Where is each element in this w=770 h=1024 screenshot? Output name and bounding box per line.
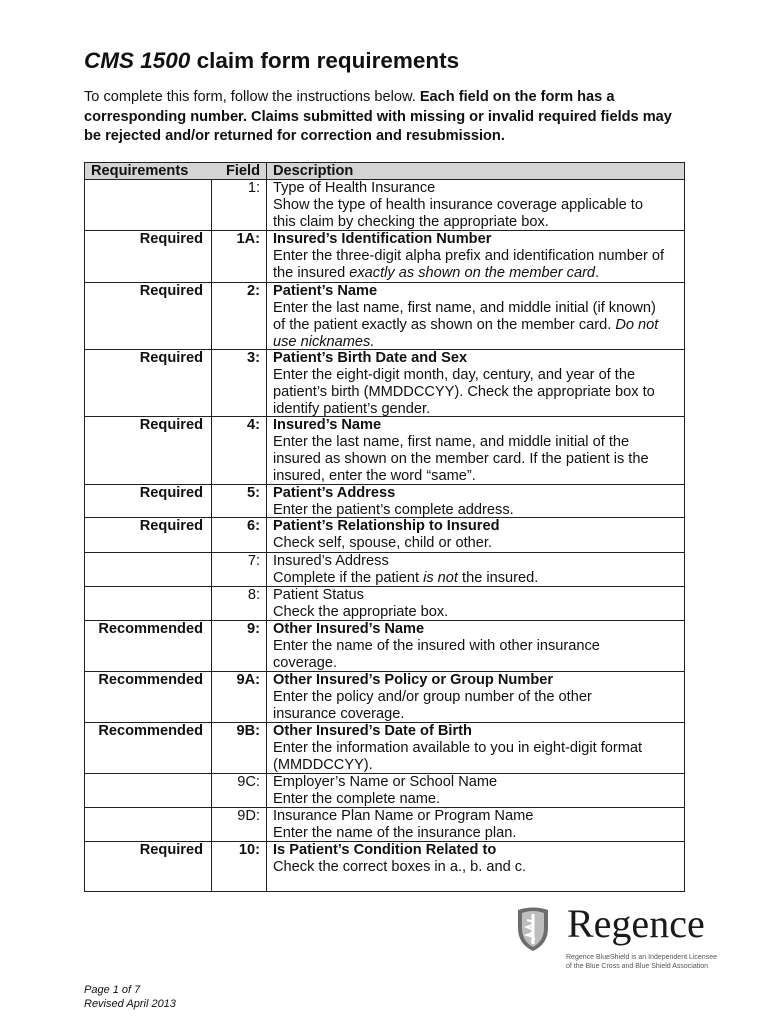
description-text: Enter the name of the insured with other insurance [273,638,600,654]
requirement-cell [85,587,212,620]
table-row [85,417,684,485]
description-line [273,384,684,401]
description-line [273,214,684,231]
tagline-line-2: of the Blue Cross and Blue Shield Association [566,963,709,970]
requirement-cell: Required [85,485,212,517]
description-line [273,689,684,706]
description-text: Check the correct boxes in a., b. and c. [273,859,527,875]
description-text: is not [423,570,458,586]
description-cell [267,283,684,349]
description-line [273,502,684,519]
description-text: use nicknames. [273,334,375,350]
description-text: Show the type of health insurance coverage applicable to [273,197,643,213]
description-line [273,535,684,552]
description-line [273,334,684,351]
description-text: identify patient’s gender. [273,401,431,417]
description-text: Enter the three-digit alpha prefix and identification number of [273,248,665,264]
field-title: Other Insured’s Policy or Group Number [273,672,554,688]
description-cell [267,518,684,552]
description-text: Enter the policy and/or group number of the other [273,689,592,705]
description-line [273,317,684,334]
description-text: . [595,265,600,281]
field-title: Patient Status [273,587,364,603]
field-title: Patient’s Birth Date and Sex [273,350,468,366]
intro-normal: To complete this form, follow the instructions below. [84,89,420,105]
field-title: Employer’s Name or School Name [273,774,498,790]
requirement-cell [85,180,212,230]
description-line [273,265,684,282]
field-number: 1: [212,180,267,230]
requirement-cell: Required [85,842,212,891]
requirement-cell: Recommended [85,621,212,671]
table-row [85,518,684,553]
description-cell [267,842,684,891]
description-cell [267,485,684,517]
requirement-cell: Required [85,350,212,416]
field-number: 4: [212,417,267,484]
field-title: Is Patient’s Condition Related to [273,842,497,858]
description-text: Check the appropriate box. [273,604,449,620]
field-number: 9A: [212,672,267,722]
table-row [85,553,684,587]
description-cell [267,723,684,773]
field-title: Insured’s Identification Number [273,231,492,247]
description-cell [267,350,684,416]
field-title: Type of Health Insurance [273,180,436,196]
field-title: Other Insured’s Name [273,621,425,637]
description-cell [267,231,684,282]
description-line [273,825,684,842]
description-cell [267,553,684,586]
description-text: Enter the complete name. [273,791,441,807]
description-text: coverage. [273,655,338,671]
field-number: 9B: [212,723,267,773]
field-number: 6: [212,518,267,552]
page-number: Page 1 of 7 [84,984,141,996]
description-text: of the patient exactly as shown on the member card. [273,317,616,333]
description-line [273,757,684,774]
description-text: Enter the eight-digit month, day, century, and year of the [273,367,636,383]
description-text: (MMDDCCYY). [273,757,373,773]
field-title: Patient’s Relationship to Insured [273,518,500,534]
description-text: Enter the patient’s complete address. [273,502,514,518]
description-text: insured as shown on the member card. If the patient is the [273,451,649,467]
field-title: Patient’s Address [273,485,396,501]
description-line [273,468,684,485]
table-row [85,723,684,774]
intro-bold: Each field on the form has a corresponding number. Claims submitted with missing or invalid required fields may be rejected and/or returned for correction and resubmission. [84,89,672,144]
description-text: Complete if the patient [273,570,424,586]
table-header [85,163,684,180]
description-cell [267,180,684,230]
tagline-line-1: Regence BlueShield is an Independent Licensee [566,954,718,961]
logo-wordmark: Regence [567,901,705,946]
title-rest: claim form requirements [190,48,460,73]
description-line [273,248,684,265]
table-row [85,842,684,891]
description-text: Enter the name of the insurance plan. [273,825,517,841]
description-text: Do not [615,317,659,333]
description-line [273,655,684,672]
field-title: Insured’s Address [273,553,389,569]
table-row [85,808,684,842]
table-row [85,283,684,350]
page-title [84,48,459,74]
header-field: Field [212,163,267,179]
field-number: 7: [212,553,267,586]
description-line [273,367,684,384]
description-text: this claim by checking the appropriate box. [273,214,549,230]
header-description: Description [273,163,354,179]
description-line [273,451,684,468]
table-row [85,180,684,231]
description-cell [267,808,684,841]
requirement-cell: Required [85,231,212,282]
field-number: 1A: [212,231,267,282]
title-italic: CMS 1500 [84,48,191,73]
field-number: 5: [212,485,267,517]
requirement-cell [85,553,212,586]
table-row [85,231,684,283]
description-text: Enter the last name, first name, and middle initial of the [273,434,630,450]
description-cell [267,587,684,620]
description-cell [267,774,684,807]
description-text: the insured. [457,570,539,586]
field-number: 3: [212,350,267,416]
description-line [273,197,684,214]
field-title: Insurance Plan Name or Program Name [273,808,534,824]
requirement-cell: Required [85,518,212,552]
field-number: 8: [212,587,267,620]
description-line [273,401,684,418]
description-text: Check self, spouse, child or other. [273,535,493,551]
field-title: Patient’s Name [273,283,378,299]
description-line [273,859,684,876]
requirements-table [84,162,685,892]
description-line [273,570,684,587]
field-title: Other Insured’s Date of Birth [273,723,472,739]
logo-tagline [566,953,717,971]
table-row [85,587,684,621]
description-text: insurance coverage. [273,706,405,722]
description-cell [267,417,684,484]
field-number: 2: [212,283,267,349]
table-row [85,621,684,672]
description-text: exactly as shown on the member card [349,265,596,281]
description-line [273,434,684,451]
field-number: 9C: [212,774,267,807]
field-title: Insured’s Name [273,417,382,433]
description-line [273,791,684,808]
description-text: insured, enter the word “same”. [273,468,476,484]
description-text: Enter the last name, first name, and middle initial (if known) [273,300,656,316]
field-number: 10: [212,842,267,891]
description-text: Enter the information available to you in eight-digit format [273,740,643,756]
description-line [273,300,684,317]
description-line [273,740,684,757]
page-footer [84,983,176,1011]
table-row [85,485,684,518]
requirement-cell [85,774,212,807]
header-requirements: Requirements [91,163,189,179]
description-text: patient’s birth (MMDDCCYY). Check the appropriate box to [273,384,655,400]
intro-paragraph [84,88,684,147]
description-line [273,604,684,621]
table-row [85,672,684,723]
field-number: 9: [212,621,267,671]
requirement-cell: Required [85,417,212,484]
requirement-cell: Required [85,283,212,349]
description-cell [267,672,684,722]
table-row [85,350,684,417]
table-row [85,774,684,808]
description-cell [267,621,684,671]
revision-date: Revised April 2013 [84,998,176,1010]
description-text: the insured [273,265,350,281]
regence-logo [512,900,718,980]
field-number: 9D: [212,808,267,841]
requirement-cell: Recommended [85,672,212,722]
description-line [273,706,684,723]
shield-caduceus-icon [516,906,550,952]
requirement-cell: Recommended [85,723,212,773]
description-line [273,638,684,655]
requirement-cell [85,808,212,841]
